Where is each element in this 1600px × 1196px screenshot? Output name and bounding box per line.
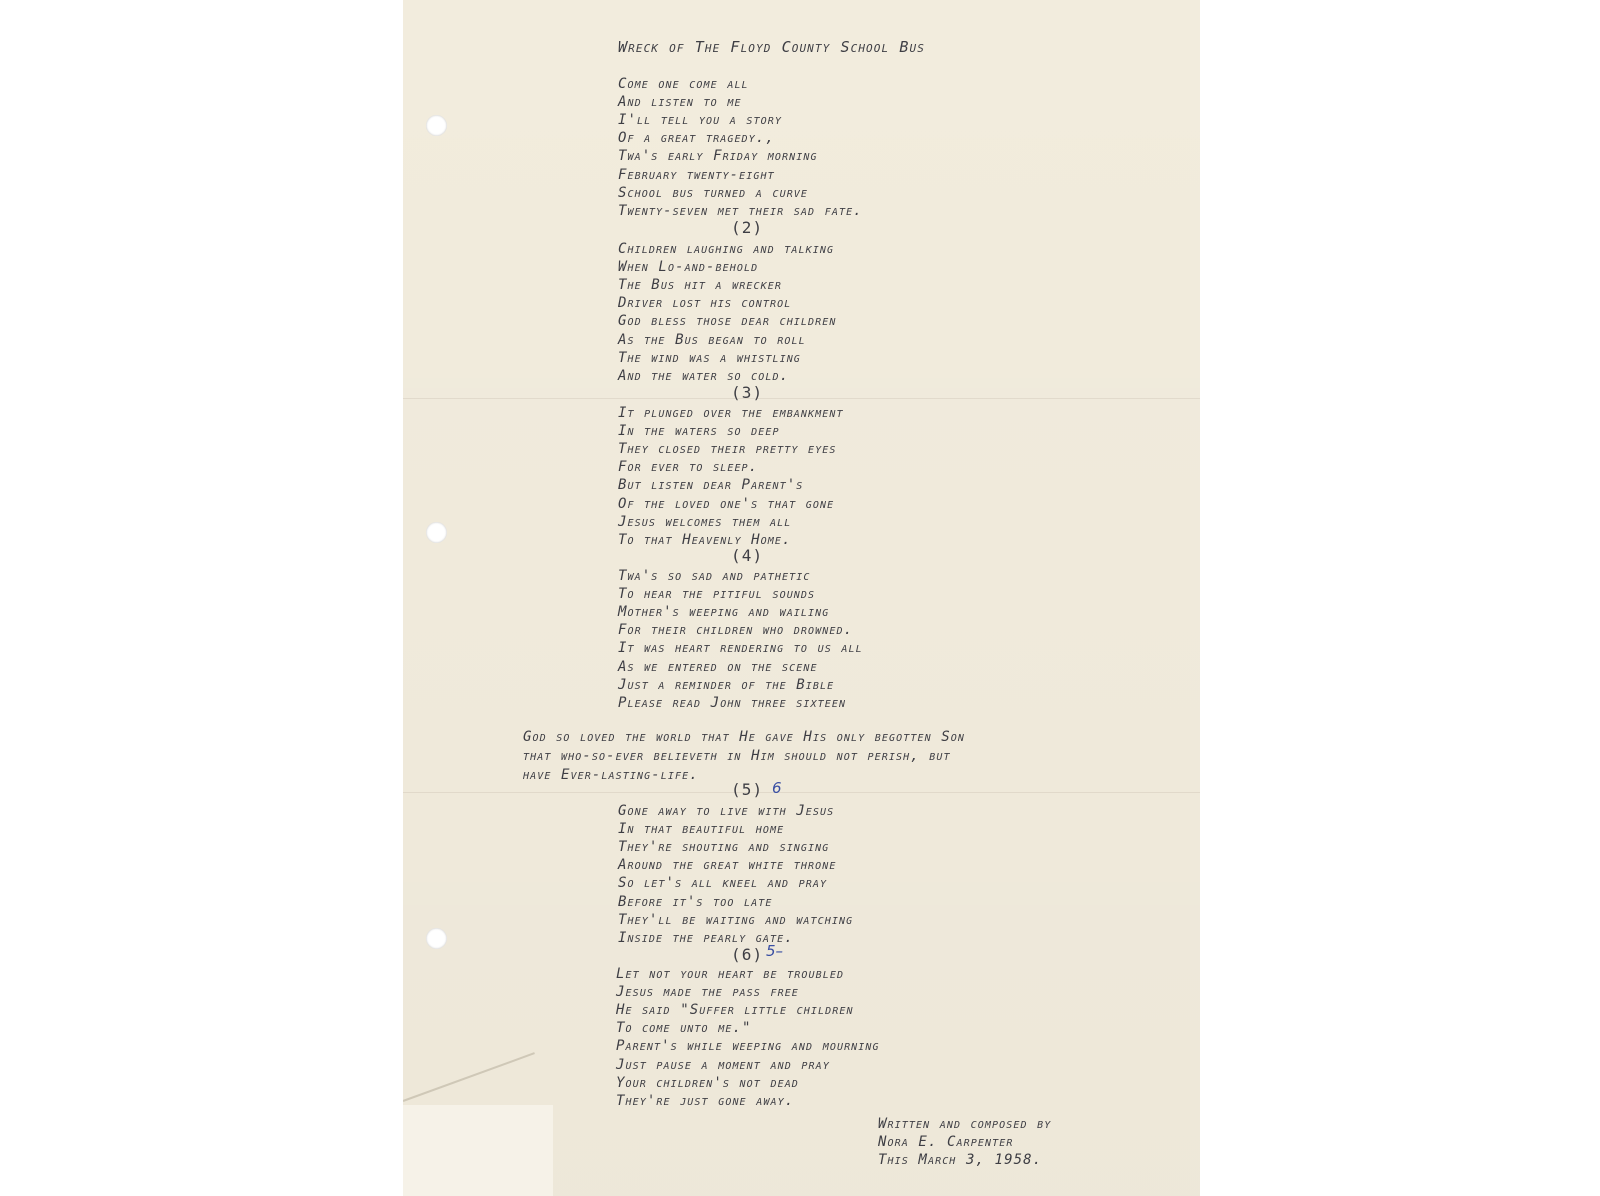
fold-crease <box>403 398 1200 399</box>
scripture-line: have Ever-lasting-life. <box>523 767 699 783</box>
verse-line: Please read John three sixteen <box>618 694 847 711</box>
tear-edge <box>403 1052 535 1102</box>
verse-line: When Lo-and-behold <box>618 259 759 276</box>
verse-line: In the waters so deep <box>618 423 780 440</box>
verse-line: February twenty-eight <box>618 166 775 183</box>
verse-line: They closed their pretty eyes <box>618 441 837 458</box>
verse-line: Parent's while weeping and mourning <box>616 1038 880 1055</box>
verse-line: The Bus hit a wrecker <box>618 277 782 294</box>
punch-hole <box>426 115 447 136</box>
verse-line: They'll be waiting and watching <box>618 911 854 928</box>
verse-line: School bus turned a curve <box>618 184 809 201</box>
verse-line: As the Bus began to roll <box>618 331 806 348</box>
verse-line: Twenty-seven met their sad fate. <box>618 202 863 219</box>
verse-line: Before it's too late <box>618 893 773 910</box>
signature-line: Nora E. Carpenter <box>878 1134 1014 1150</box>
stanza-number: (5) <box>731 780 764 799</box>
verse-line: Gone away to live with Jesus <box>618 803 835 819</box>
stanza-number: (6) <box>731 945 764 964</box>
scripture-line: that who-so-ever believeth in Him should not perish, but <box>523 748 951 764</box>
verse-line: So let's all kneel and pray <box>618 875 828 892</box>
verse-line: Inside the pearly gate. <box>618 929 794 946</box>
verse-line: Mother's weeping and wailing <box>618 604 830 621</box>
verse-line: Twa's early Friday morning <box>618 148 818 165</box>
verse-line: The wind was a whistling <box>618 349 801 366</box>
verse-line: Your children's not dead <box>616 1074 799 1091</box>
verse-line: To come unto me." <box>616 1020 752 1037</box>
verse-line: Of the loved one's that gone <box>618 495 835 512</box>
verse-line: I'll tell you a story <box>618 112 782 129</box>
verse-line: As we entered on the scene <box>618 658 818 675</box>
scripture-line: God so loved the world that He gave His only begotten Son <box>523 729 965 745</box>
verse-line: And the water so cold. <box>618 367 790 384</box>
torn-corner <box>403 1105 553 1196</box>
poem-title: Wreck of The Floyd County School Bus <box>618 38 925 56</box>
verse-line: Just pause a moment and pray <box>616 1056 830 1073</box>
punch-hole <box>426 522 447 543</box>
verse-line: In that beautiful home <box>618 821 785 838</box>
stanza-number: (4) <box>731 546 764 565</box>
verse-line: And listen to me <box>618 94 742 111</box>
verse-line: For their children who drowned. <box>618 622 854 639</box>
verse-line: For ever to sleep. <box>618 459 759 476</box>
verse-line: Driver lost his control <box>618 295 792 312</box>
stanza-number: (3) <box>731 383 764 402</box>
verse-line: Come one come all <box>618 76 749 92</box>
verse-line: But listen dear Parent's <box>618 477 804 494</box>
verse-line: Children laughing and talking <box>618 241 835 257</box>
verse-line: Let not your heart be troubled <box>616 966 845 982</box>
verse-line: Twa's so sad and pathetic <box>618 568 811 584</box>
fold-crease <box>403 792 1200 793</box>
signature-line: This March 3, 1958. <box>878 1152 1043 1168</box>
verse-line: Just a reminder of the Bible <box>618 676 835 693</box>
verse-line: Jesus made the pass free <box>616 984 799 1001</box>
verse-line: To that Heavenly Home. <box>618 531 792 548</box>
verse-line: God bless those dear children <box>618 313 837 330</box>
verse-line: It plunged over the embankment <box>618 405 844 421</box>
handwritten-correction: 5– <box>766 942 784 960</box>
punch-hole <box>426 928 447 949</box>
verse-line: Jesus welcomes them all <box>618 513 792 530</box>
verse-line: Of a great tragedy., <box>618 130 775 147</box>
verse-line: They're shouting and singing <box>618 839 830 856</box>
document-page <box>403 0 1200 1196</box>
signature-line: Written and composed by <box>878 1116 1052 1132</box>
handwritten-correction: 6 <box>772 779 782 797</box>
verse-line: Around the great white throne <box>618 857 837 874</box>
verse-line: They're just gone away. <box>616 1092 795 1109</box>
verse-line: To hear the pitiful sounds <box>618 586 816 603</box>
verse-line: It was heart rendering to us all <box>618 640 863 657</box>
verse-line: He said "Suffer little children <box>616 1002 854 1019</box>
stanza-number: (2) <box>731 218 764 237</box>
